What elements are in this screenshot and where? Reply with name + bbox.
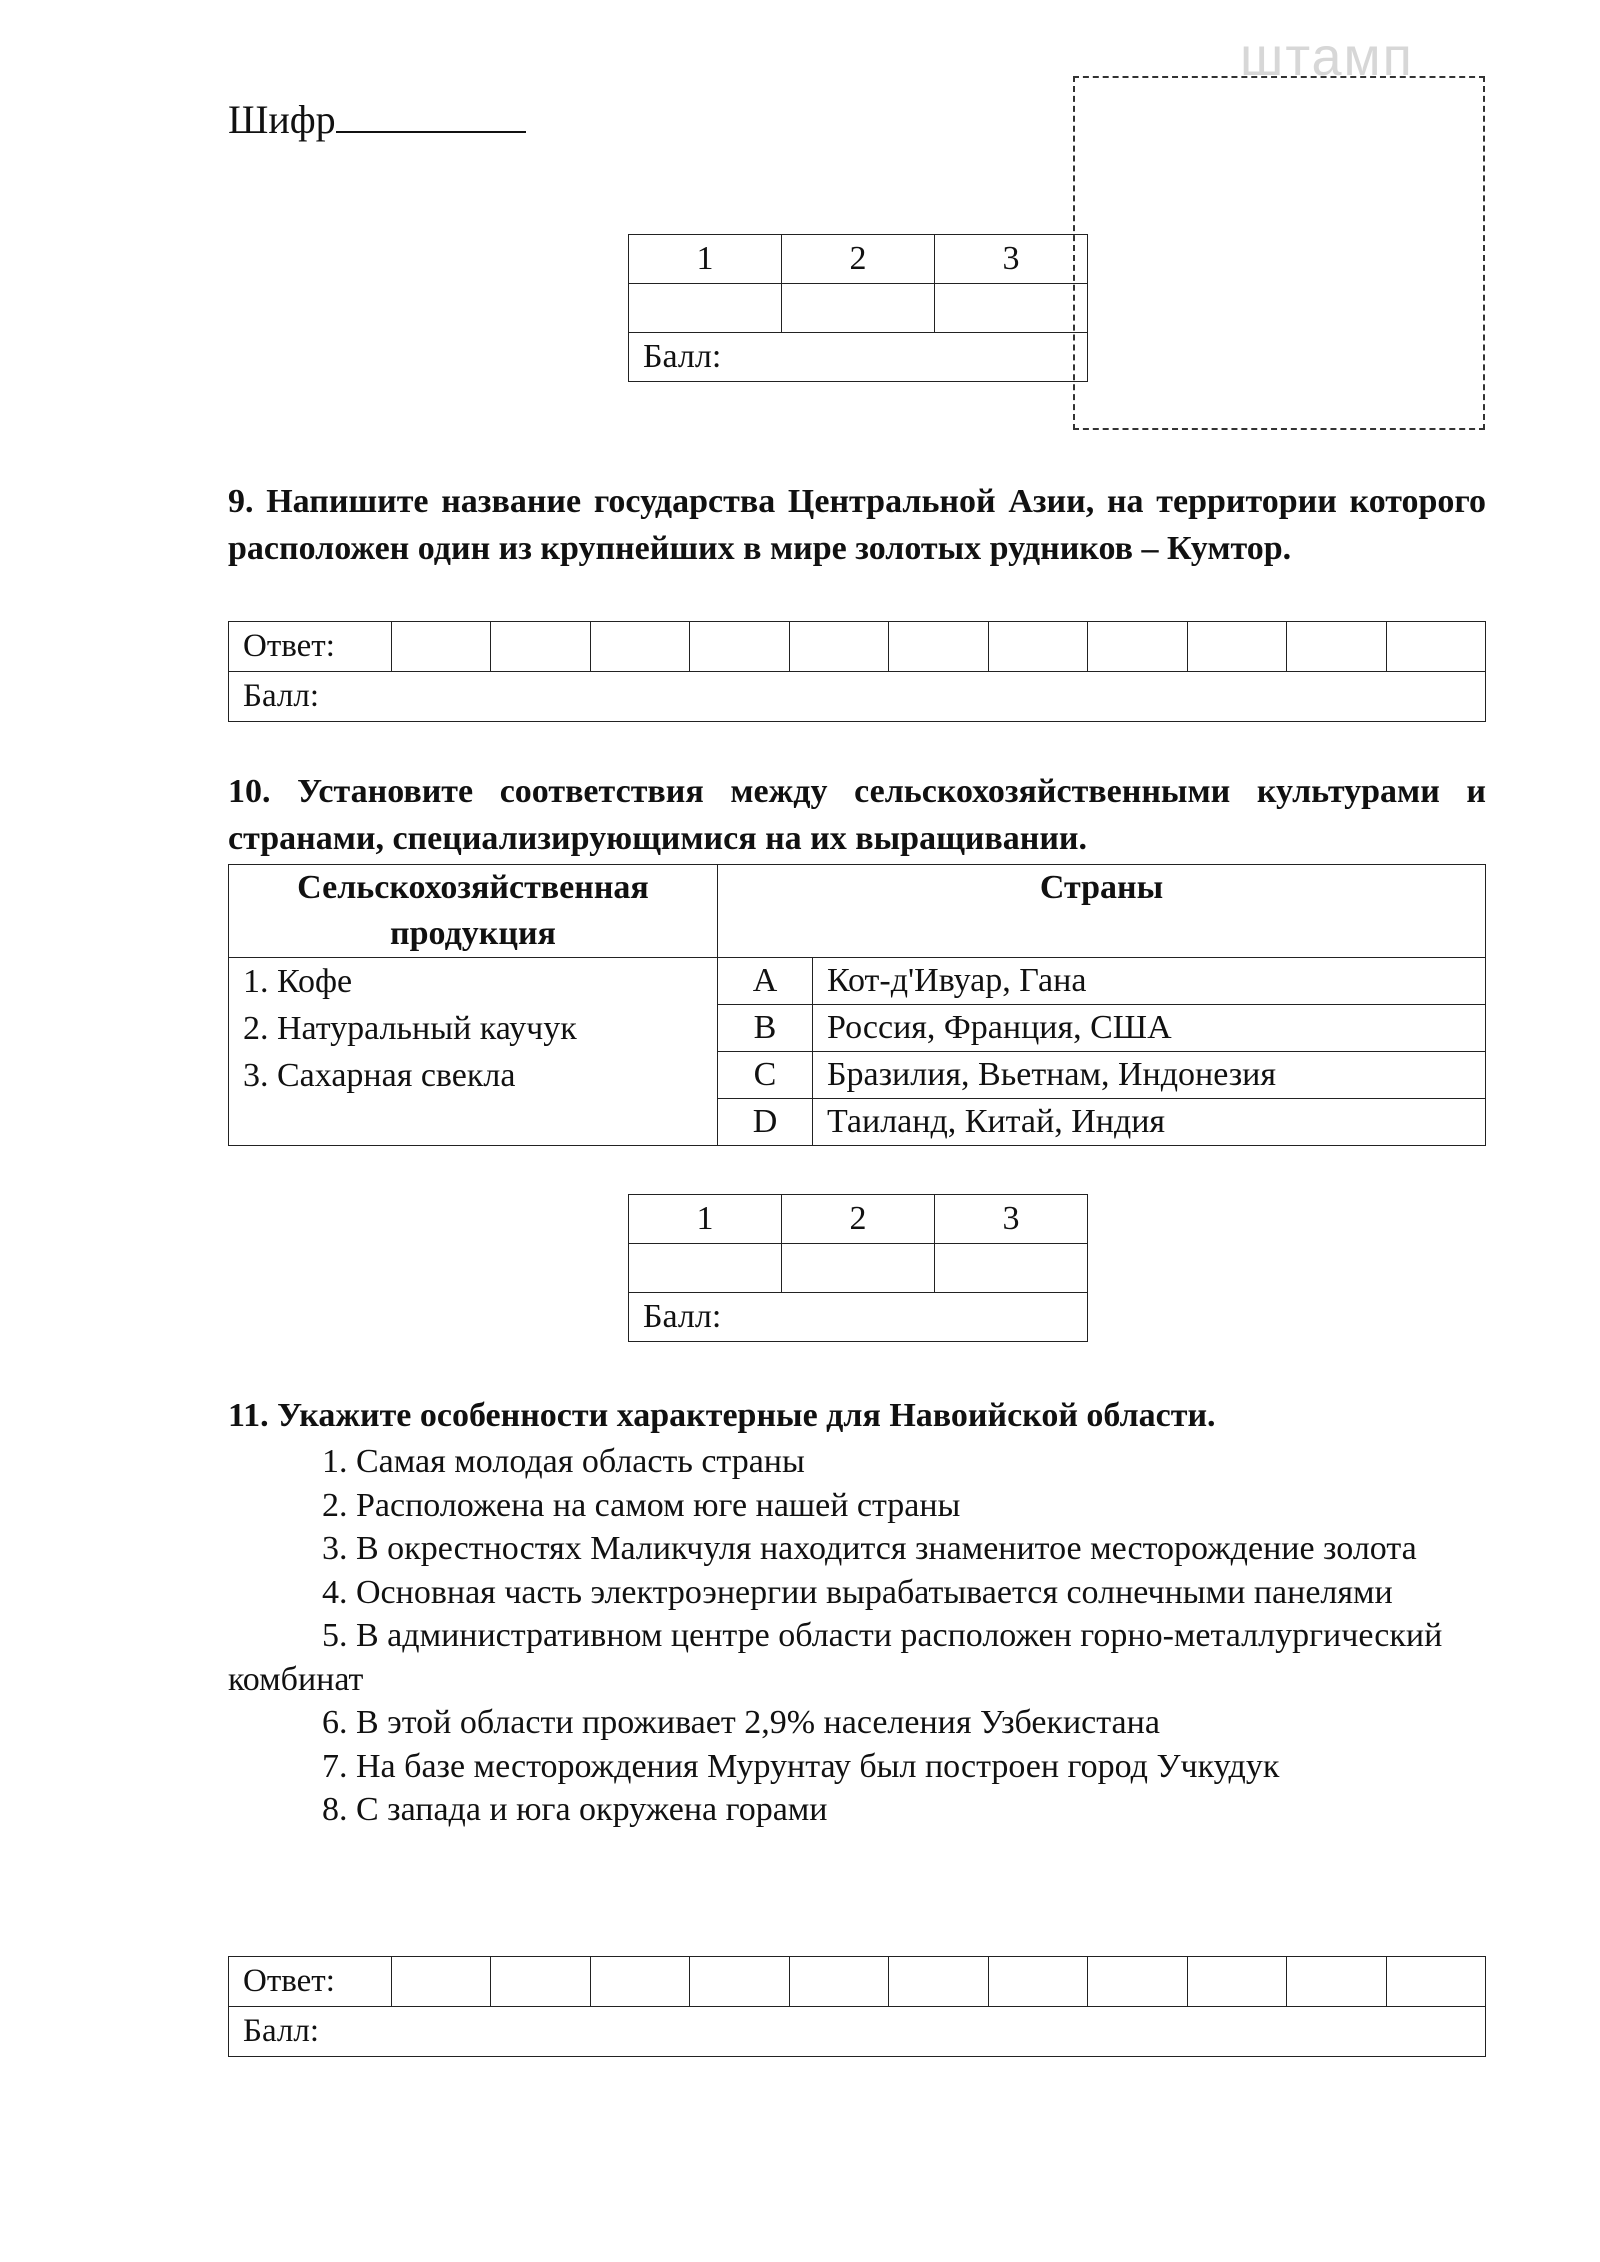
answer-cell[interactable] <box>889 622 988 672</box>
cipher-blank-line[interactable] <box>336 97 526 133</box>
answer-table-q11 <box>228 1956 1486 2057</box>
score-table-q10 <box>628 1194 1088 1342</box>
answer-label: Ответ: <box>229 622 392 672</box>
question-11-text: 11. Укажите особенности характерные для Навоийской области. <box>228 1397 1216 1434</box>
answer-cell[interactable] <box>590 622 689 672</box>
answer-cell[interactable] <box>1287 1957 1386 2007</box>
option-item: 3. В окрестностях Маликчуля находится знаменитое месторождение золота <box>322 1530 1417 1567</box>
score-header-2: 2 <box>782 1195 935 1244</box>
country-name: Бразилия, Вьетнам, Индонезия <box>813 1052 1486 1099</box>
country-letter: D <box>718 1099 813 1146</box>
answer-cell[interactable] <box>1187 622 1286 672</box>
score-cell-3[interactable] <box>935 1244 1088 1293</box>
option-item: 8. С запада и юга окружена горами <box>322 1791 828 1828</box>
answer-cell[interactable] <box>789 1957 888 2007</box>
answer-cell[interactable] <box>690 622 789 672</box>
cipher-label: Шифр <box>228 97 336 142</box>
country-name: Кот-д'Ивуар, Гана <box>813 958 1486 1005</box>
score-header-1: 1 <box>629 1195 782 1244</box>
cipher-field <box>228 96 526 143</box>
option-item: 1. Самая молодая область страны <box>322 1443 805 1480</box>
products-cell <box>229 958 718 1146</box>
product-item: 3. Сахарная свекла <box>243 1057 516 1094</box>
matching-table-q10 <box>228 864 1486 1146</box>
country-letter: B <box>718 1005 813 1052</box>
answer-cell[interactable] <box>590 1957 689 2007</box>
column-header-countries: Страны <box>718 865 1486 958</box>
answer-cell[interactable] <box>1187 1957 1286 2007</box>
score-cell-1[interactable] <box>629 284 782 333</box>
score-table-top <box>628 234 1088 382</box>
country-name: Таиланд, Китай, Индия <box>813 1099 1486 1146</box>
score-cell-2[interactable] <box>782 284 935 333</box>
answer-label: Ответ: <box>229 1957 392 2007</box>
country-name: Россия, Франция, США <box>813 1005 1486 1052</box>
score-cell-1[interactable] <box>629 1244 782 1293</box>
country-letter: C <box>718 1052 813 1099</box>
option-item: 7. На базе месторождения Мурунтау был построен город Учкудук <box>322 1747 1280 1785</box>
ball-row[interactable]: Балл: <box>629 333 1088 382</box>
answer-cell[interactable] <box>1386 622 1485 672</box>
answer-cell[interactable] <box>988 1957 1087 2007</box>
answer-cell[interactable] <box>392 622 491 672</box>
column-header-products: Сельскохозяйственная продукция <box>229 865 718 958</box>
score-cell-2[interactable] <box>782 1244 935 1293</box>
answer-cell[interactable] <box>690 1957 789 2007</box>
option-item: 2. Расположена на самом юге нашей страны <box>322 1486 961 1524</box>
question-9-text: 9. Напишите название государства Центральной Азии, на территории которого расположен один из крупнейших в мире золотых рудников – Кумтор. <box>228 483 1486 567</box>
answer-table-q9 <box>228 621 1486 722</box>
ball-row[interactable]: Балл: <box>229 2007 1486 2057</box>
product-item: 2. Натуральный каучук <box>243 1010 577 1047</box>
answer-cell[interactable] <box>491 1957 590 2007</box>
option-item: 5. В административном центре области расположен горно-металлургический комбинат <box>228 1617 1443 1698</box>
country-letter: A <box>718 958 813 1005</box>
score-header-2: 2 <box>782 235 935 284</box>
ball-row[interactable]: Балл: <box>629 1293 1088 1342</box>
stamp-label: штамп <box>1240 27 1414 87</box>
ball-row[interactable]: Балл: <box>229 672 1486 722</box>
answer-cell[interactable] <box>392 1957 491 2007</box>
score-cell-3[interactable] <box>935 284 1088 333</box>
stamp-box <box>1073 76 1485 430</box>
answer-cell[interactable] <box>1088 1957 1187 2007</box>
answer-cell[interactable] <box>1287 622 1386 672</box>
answer-cell[interactable] <box>491 622 590 672</box>
score-header-1: 1 <box>629 235 782 284</box>
answer-cell[interactable] <box>889 1957 988 2007</box>
question-11-options <box>228 1440 1486 1832</box>
option-item: 6. В этой области проживает 2,9% населения Узбекистана <box>322 1704 1160 1741</box>
answer-cell[interactable] <box>789 622 888 672</box>
answer-cell[interactable] <box>988 622 1087 672</box>
score-header-3: 3 <box>935 1195 1088 1244</box>
answer-cell[interactable] <box>1088 622 1187 672</box>
score-header-3: 3 <box>935 235 1088 284</box>
answer-cell[interactable] <box>1386 1957 1485 2007</box>
option-item: 4. Основная часть электроэнергии вырабатывается солнечными панелями <box>322 1573 1393 1611</box>
question-10-text: 10. Установите соответствия между сельскохозяйственными культурами и странами, специализирующимися на их выращивании. <box>228 773 1486 857</box>
product-item: 1. Кофе <box>243 963 353 1000</box>
